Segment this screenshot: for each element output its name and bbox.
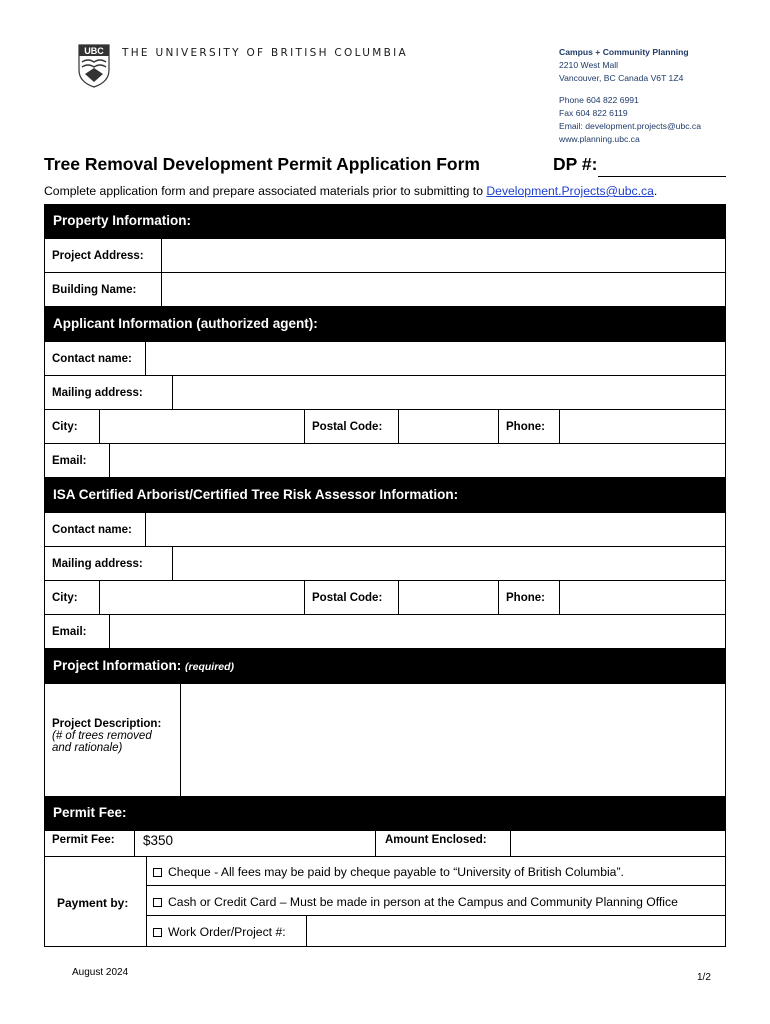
- arborist-email-row: [44, 615, 726, 649]
- applicant-postal-field[interactable]: [399, 410, 499, 443]
- logo-text: UBC: [84, 46, 104, 56]
- applicant-email-field[interactable]: [110, 444, 725, 477]
- applicant-city-label: City:: [45, 410, 100, 443]
- arborist-contact-field[interactable]: [146, 513, 725, 546]
- fax-line: Fax 604 822 6119: [559, 108, 628, 118]
- applicant-mailing-field[interactable]: [173, 376, 725, 409]
- project-description-field[interactable]: [181, 684, 725, 796]
- cash-option-label: Cash or Credit Card – Must be made in person at the Campus and Community Planning Office: [168, 895, 678, 909]
- applicant-mailing-row: [44, 376, 726, 410]
- payment-option-cash[interactable]: [146, 886, 726, 916]
- arborist-phone-label: Phone:: [499, 581, 560, 614]
- arborist-contact-label: Contact name:: [45, 513, 146, 546]
- arborist-contact-row: [44, 513, 726, 547]
- arborist-postal-field[interactable]: [399, 581, 499, 614]
- arborist-postal-label: Postal Code:: [305, 581, 399, 614]
- arborist-city-field[interactable]: [100, 581, 305, 614]
- workorder-checkbox[interactable]: [153, 928, 162, 937]
- arborist-city-row: [44, 581, 726, 615]
- workorder-divider: [306, 916, 307, 946]
- property-heading: Property Information:: [53, 213, 192, 228]
- dp-label: DP #:: [553, 154, 598, 174]
- permit-fee-value: $350: [135, 826, 376, 856]
- cash-checkbox[interactable]: [153, 898, 162, 907]
- project-description-hint-2: and rationale): [52, 742, 123, 754]
- building-name-row: [44, 273, 726, 307]
- applicant-heading: Applicant Information (authorized agent):: [53, 316, 318, 331]
- project-address-row: [44, 239, 726, 273]
- applicant-mailing-label: Mailing address:: [45, 376, 173, 409]
- intro-end: .: [653, 184, 658, 198]
- required-note: (required): [185, 661, 235, 673]
- applicant-email-label: Email:: [45, 444, 110, 477]
- applicant-phone-label: Phone:: [499, 410, 560, 443]
- arborist-mailing-row: [44, 547, 726, 581]
- submission-email-link[interactable]: Development.Projects@ubc.ca: [486, 184, 654, 198]
- project-address-field[interactable]: [162, 239, 725, 272]
- amount-enclosed-label: Amount Enclosed:: [376, 826, 511, 856]
- project-description-label-cell: [45, 684, 181, 796]
- arborist-email-field[interactable]: [110, 615, 725, 648]
- applicant-contact-label: Contact name:: [45, 342, 146, 375]
- payment-option-cheque[interactable]: [146, 856, 726, 886]
- applicant-contact-row: [44, 342, 726, 376]
- property-section-header: [44, 204, 726, 239]
- project-heading: Project Information:: [53, 658, 182, 673]
- permit-fee-row: [44, 826, 726, 857]
- web-line: www.planning.ubc.ca: [559, 134, 640, 144]
- address-line-2: Vancouver, BC Canada V6T 1Z4: [559, 73, 684, 83]
- applicant-contact-field[interactable]: [146, 342, 725, 375]
- payment-by-label: Payment by:: [44, 856, 147, 947]
- footer-date: August 2024: [72, 967, 129, 978]
- building-name-field[interactable]: [162, 273, 725, 306]
- project-address-label: Project Address:: [45, 239, 162, 272]
- workorder-option-label: Work Order/Project #:: [168, 925, 286, 939]
- fee-heading: Permit Fee:: [53, 805, 127, 820]
- arborist-mailing-label: Mailing address:: [45, 547, 173, 580]
- arborist-section-header: [44, 478, 726, 513]
- applicant-city-field[interactable]: [100, 410, 305, 443]
- project-description-label: Project Description:: [52, 718, 162, 730]
- cheque-option-label: Cheque - All fees may be paid by cheque payable to “University of British Columbia”.: [168, 865, 624, 879]
- arborist-city-label: City:: [45, 581, 100, 614]
- building-name-label: Building Name:: [45, 273, 162, 306]
- email-line: Email: development.projects@ubc.ca: [559, 121, 701, 131]
- arborist-mailing-field[interactable]: [173, 547, 725, 580]
- applicant-section-header: [44, 307, 726, 342]
- org-name: Campus + Community Planning: [559, 47, 689, 57]
- intro-text: [44, 184, 657, 198]
- phone-line: Phone 604 822 6991: [559, 95, 639, 105]
- arborist-heading: ISA Certified Arborist/Certified Tree Risk Assessor Information:: [53, 487, 459, 502]
- permit-fee-label: Permit Fee:: [45, 826, 135, 856]
- applicant-postal-label: Postal Code:: [305, 410, 399, 443]
- university-name: THE UNIVERSITY OF BRITISH COLUMBIA: [122, 47, 408, 59]
- form-title: Tree Removal Development Permit Application Form: [44, 154, 480, 174]
- arborist-phone-field[interactable]: [560, 581, 725, 614]
- cheque-checkbox[interactable]: [153, 868, 162, 877]
- applicant-phone-field[interactable]: [560, 410, 725, 443]
- intro-body: Complete application form and prepare associated materials prior to submitting to: [44, 184, 487, 198]
- page-number: 1/2: [697, 972, 711, 983]
- project-section-header: [44, 649, 726, 684]
- applicant-city-row: [44, 410, 726, 444]
- ubc-crest-logo: [78, 44, 110, 88]
- project-description-row: [44, 684, 726, 797]
- contact-block: [559, 46, 701, 146]
- payment-option-workorder[interactable]: [146, 916, 726, 947]
- applicant-email-row: [44, 444, 726, 478]
- amount-enclosed-field[interactable]: [511, 826, 725, 856]
- arborist-email-label: Email:: [45, 615, 110, 648]
- project-description-hint-1: (# of trees removed: [52, 730, 152, 742]
- dp-number-field[interactable]: [598, 176, 726, 177]
- address-line-1: 2210 West Mall: [559, 60, 619, 70]
